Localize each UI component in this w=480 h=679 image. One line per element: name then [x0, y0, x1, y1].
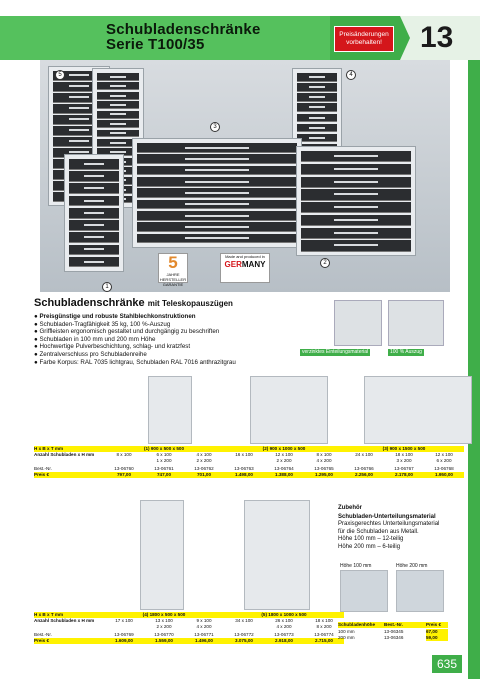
row-label-count: Anzahl Schubladen x H mm — [34, 618, 95, 623]
hero-label-5: 5 — [55, 70, 65, 80]
table-head-label: H x B x T mm — [34, 612, 104, 618]
drawer-shape — [97, 73, 139, 81]
accessory-image-label-2: Höhe 200 mm — [396, 563, 428, 569]
drawer-config: 13 x 100 2 x 200 — [155, 618, 173, 629]
accessory-cell: 100 mm — [338, 629, 355, 634]
drawer-shape — [301, 177, 411, 188]
germany-prefix: GER — [224, 260, 242, 269]
price-value: 1.388,00 — [264, 472, 304, 478]
article-number: 13-06761 — [154, 466, 174, 471]
article-number: 13-06774 — [314, 632, 334, 637]
accessory-col-header: Preis € — [426, 622, 448, 628]
price-value: 747,00 — [144, 472, 184, 478]
section-title-suffix: mit Teleskopauszügen — [147, 299, 233, 308]
header-band — [0, 16, 480, 60]
drawer-shape — [301, 240, 411, 251]
hero-label-3: 3 — [210, 122, 220, 132]
badge-sub: HERSTELLER GARANTIE — [159, 277, 187, 287]
feature-item: ● Schubladen-Tragfähigkeit 35 kg, 100 %-Auszug — [34, 320, 171, 328]
price-value: 2.918,00 — [264, 638, 304, 644]
article-number: 13-06769 — [114, 632, 134, 637]
page-number: 635 — [432, 655, 462, 673]
hero-label-1: 1 — [102, 282, 112, 292]
accessory-image-1 — [340, 570, 388, 612]
drawer-shape — [301, 151, 411, 162]
drawer-config: 34 x 100 — [235, 618, 253, 623]
article-number: 13-06766 — [354, 466, 374, 471]
article-number: 13-06763 — [234, 466, 254, 471]
drawer-shape — [97, 111, 139, 119]
drawer-config: 18 x 100 3 x 200 — [395, 452, 413, 463]
row-label-price: Preis € — [34, 472, 104, 478]
feature-item: ● Farbe Korpus: RAL 7035 lichtgrau, Schubladen RAL 7016 anthrazitgrau — [34, 358, 236, 366]
drawer-shape — [69, 208, 119, 219]
price-value: 2.256,00 — [344, 472, 384, 478]
drawer-shape — [301, 202, 411, 213]
feature-item: ● Schubladen in 100 mm und 200 mm Höhe — [34, 335, 156, 343]
drawer-config: 18 x 100 8 x 200 — [315, 618, 333, 629]
drawer-shape — [297, 114, 337, 123]
article-number: 13-06768 — [434, 466, 454, 471]
title-line-1: Schubladenschränke — [106, 21, 261, 38]
made-in-germany-logo — [220, 253, 270, 283]
table-group-header: (4) 1800 x 500 x 500 — [104, 612, 224, 618]
caption-extension: 100 % Auszug — [390, 349, 422, 355]
drawer-shape — [69, 196, 119, 207]
drawer-shape — [301, 215, 411, 226]
cabinet-illustration — [296, 146, 416, 256]
cabinet-illustration — [132, 138, 302, 248]
accessory-col-header: Best.-Nr. — [384, 622, 426, 628]
drawer-shape — [297, 83, 337, 92]
drawer-shape — [297, 73, 337, 82]
price-value: 1.559,00 — [144, 638, 184, 644]
article-number: 13-06773 — [274, 632, 294, 637]
section-title — [34, 297, 233, 309]
drawer-config: 26 x 100 4 x 200 — [275, 618, 293, 629]
product-image-2 — [250, 376, 328, 444]
drawer-shape — [69, 232, 119, 243]
page-title — [106, 22, 261, 52]
feature-item: ● Preisgünstige und robuste Stahlblechkonstruktionen — [34, 313, 196, 320]
detail-image-dividers — [334, 300, 382, 346]
row-label-count: Anzahl Schubladen x H mm — [34, 452, 95, 457]
price-value: 1.950,00 — [424, 472, 464, 478]
drawer-shape — [69, 159, 119, 170]
detail-image-extension — [388, 300, 444, 346]
drawer-config: 6 x 100 1 x 200 — [156, 452, 172, 463]
drawer-shape — [137, 154, 297, 164]
drawer-config: 8 x 100 4 x 200 — [316, 452, 332, 463]
drawer-shape — [297, 124, 337, 133]
drawer-config: 16 x 100 — [235, 452, 253, 457]
price-value: 797,00 — [104, 472, 144, 478]
accessory-desc: Höhe 100 mm – 12-teilig — [338, 536, 404, 542]
row-label-price: Preis € — [34, 638, 104, 644]
drawer-shape — [97, 130, 139, 138]
price-value: 701,00 — [184, 472, 224, 478]
feature-item: ● Hochwertige Pulverbeschichtung, schlag- und kratzfest — [34, 343, 191, 351]
row-label-article: Best.-Nr. — [34, 632, 52, 637]
caption-dividers: verzinktes Einteilungsmaterial — [302, 349, 369, 355]
hero-label-4: 4 — [346, 70, 356, 80]
feature-list — [34, 313, 236, 366]
drawer-shape — [69, 245, 119, 256]
drawer-config: 8 x 100 — [116, 452, 132, 457]
drawer-shape — [297, 93, 337, 102]
accessory-desc: Praxisgerechtes Unterteilungsmaterial — [338, 521, 440, 527]
article-number: 13-06764 — [274, 466, 294, 471]
article-number: 13-06767 — [394, 466, 414, 471]
article-number: 13-06770 — [154, 632, 174, 637]
drawer-shape — [301, 164, 411, 175]
table-head-label: H x B x T mm — [34, 446, 104, 452]
article-number: 13-06765 — [314, 466, 334, 471]
drawer-shape — [137, 222, 297, 232]
drawer-shape — [297, 134, 337, 143]
table-group-header: (2) 900 x 1000 x 500 — [224, 446, 344, 452]
side-bar — [468, 60, 480, 679]
drawer-shape — [69, 220, 119, 231]
badge-years: 5 — [168, 253, 178, 272]
feature-item: ● Griffleisten ergonomisch gestaltet und durchgängig zu beschriften — [34, 328, 220, 336]
drawer-shape — [137, 188, 297, 198]
price-value: 1.498,00 — [224, 472, 264, 478]
accessory-cell: 200 mm — [338, 635, 355, 640]
drawer-config: 4 x 100 2 x 200 — [196, 452, 212, 463]
table-group-header: (5) 1800 x 1000 x 500 — [224, 612, 344, 618]
accessory-image-label-1: Höhe 100 mm — [340, 563, 372, 569]
drawer-config: 24 x 100 — [355, 452, 373, 457]
article-number: 13-06772 — [234, 632, 254, 637]
drawer-shape — [137, 177, 297, 187]
row-label-article: Best.-Nr. — [34, 466, 52, 471]
accessory-cell: 13-06345 — [384, 629, 404, 634]
accessory-cell: 67,00 — [426, 629, 448, 635]
accessory-title: Schubladen-Unterteilungsmaterial — [338, 513, 436, 520]
accessory-cell: 59,00 — [426, 635, 448, 641]
drawer-shape — [137, 200, 297, 210]
price-value: 2.715,00 — [304, 638, 344, 644]
table-group-header: (1) 900 x 500 x 500 — [104, 446, 224, 452]
drawer-shape — [137, 143, 297, 153]
drawer-shape — [301, 228, 411, 239]
drawer-shape — [97, 92, 139, 100]
germany-suffix: MANY — [241, 260, 266, 269]
accessory-col-header: Schubladenhöhe — [338, 622, 384, 628]
accessory-heading: Zubehör — [338, 505, 362, 511]
drawer-shape — [69, 257, 119, 268]
accessory-block — [338, 505, 439, 551]
product-image-1 — [148, 376, 192, 444]
drawer-shape — [69, 183, 119, 194]
price-value: 1.609,00 — [104, 638, 144, 644]
price-note: Preisänderungen vorbehalten! — [334, 26, 394, 52]
drawer-shape — [97, 120, 139, 128]
drawer-shape — [137, 166, 297, 176]
article-number: 13-06760 — [114, 466, 134, 471]
made-in-text: Made and produced in — [225, 254, 265, 259]
accessory-desc: Höhe 200 mm – 6-teilig — [338, 543, 401, 550]
warranty-badge — [158, 253, 188, 287]
accessory-image-2 — [396, 570, 444, 612]
badge-word: JAHRE — [166, 272, 180, 277]
product-image-3 — [364, 376, 472, 444]
product-image-5 — [244, 500, 310, 610]
price-value: 3.075,00 — [224, 638, 264, 644]
drawer-shape — [297, 103, 337, 112]
accessory-desc: für die Schubladen aus Metall. — [338, 528, 419, 535]
drawer-shape — [137, 234, 297, 244]
table-group-header: (3) 900 x 1500 x 500 — [344, 446, 464, 452]
drawer-shape — [137, 211, 297, 221]
cabinet-illustration — [64, 154, 124, 272]
title-line-2: Serie T100/35 — [106, 36, 205, 53]
product-image-4 — [140, 500, 184, 610]
article-number: 13-06771 — [194, 632, 214, 637]
drawer-config: 12 x 100 6 x 200 — [435, 452, 453, 463]
article-number: 13-06762 — [194, 466, 214, 471]
chapter-number: 13 — [420, 21, 454, 54]
feature-item: ● Zentralverschluss pro Schubladenreihe — [34, 350, 147, 358]
section-title-main: Schubladenschränke — [34, 297, 145, 309]
germany-text — [221, 260, 269, 269]
drawer-config: 17 x 100 — [115, 618, 133, 623]
price-value: 1.496,00 — [184, 638, 224, 644]
price-value: 1.295,00 — [304, 472, 344, 478]
price-value: 2.178,00 — [384, 472, 424, 478]
accessory-cell: 13-06346 — [384, 635, 404, 640]
drawer-config: 12 x 100 2 x 200 — [275, 452, 293, 463]
drawer-shape — [97, 82, 139, 90]
hero-label-2: 2 — [320, 258, 330, 268]
drawer-config: 9 x 100 4 x 200 — [196, 618, 212, 629]
drawer-shape — [69, 171, 119, 182]
drawer-shape — [301, 189, 411, 200]
drawer-shape — [97, 101, 139, 109]
hero-image — [40, 60, 450, 292]
